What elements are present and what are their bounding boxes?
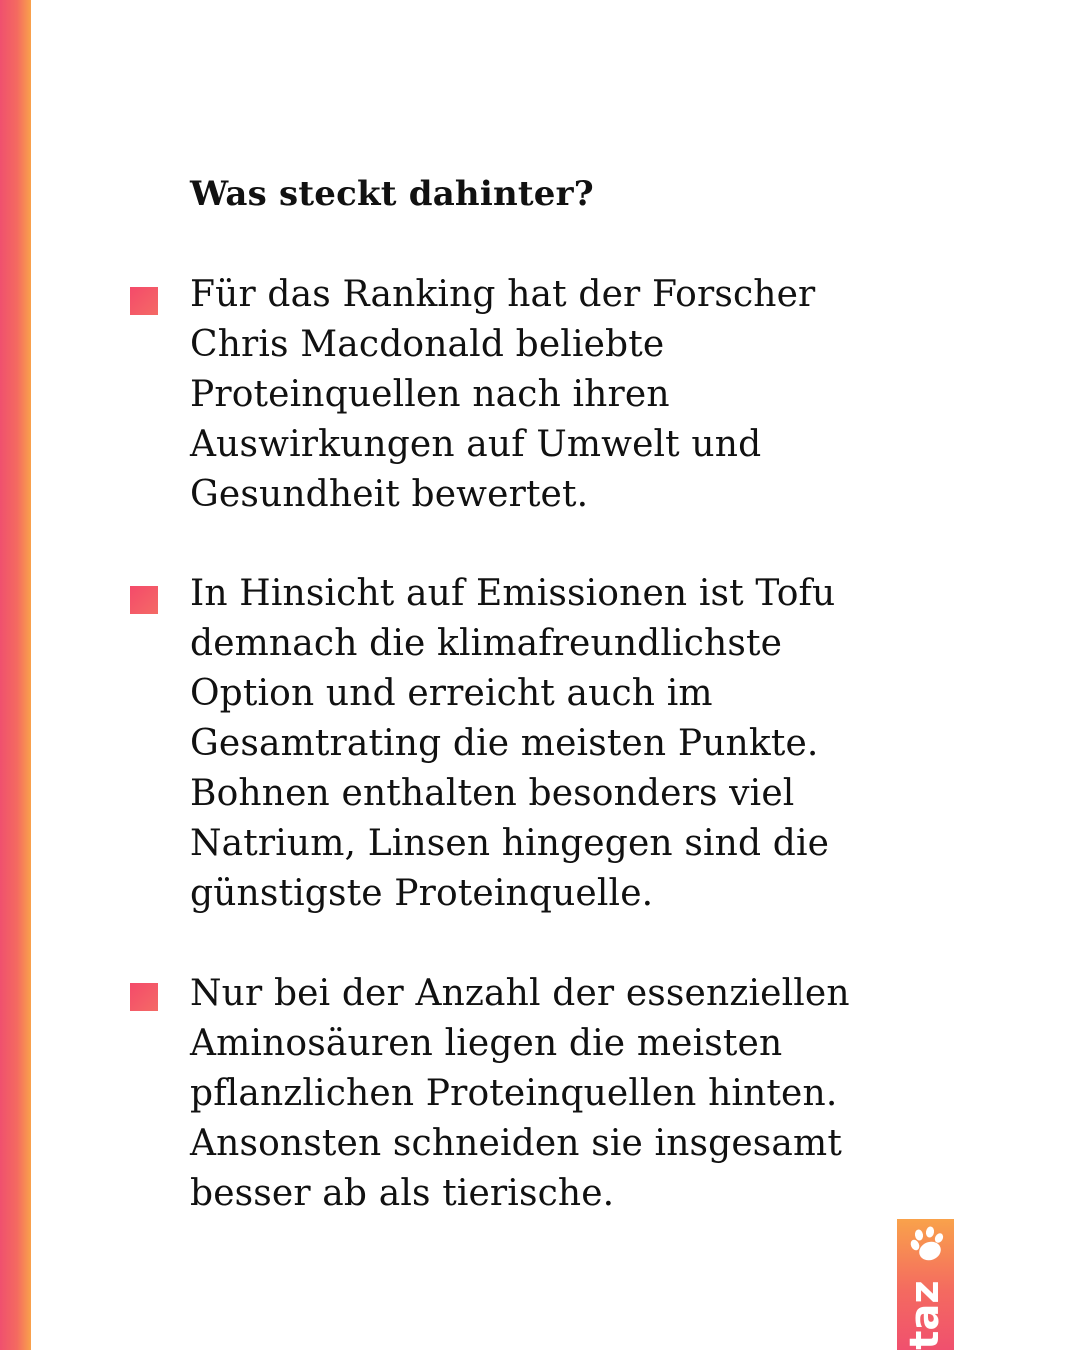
bullet-text: Für das Ranking hat der Forscher Chris Macdonald beliebte Proteinquellen nach ihren Auswirkungen auf Umwelt und Gesundheit bewertet. <box>190 274 816 515</box>
bullet-marker <box>130 287 158 315</box>
section-heading: Was steckt dahinter? <box>190 174 594 214</box>
bullet-marker <box>130 586 158 614</box>
bullet-text: Nur bei der Anzahl der essenziellen Aminosäuren liegen die meisten pflanzlichen Proteinquellen hinten. Ansonsten schneiden sie insgesamt besser ab als tierische. <box>190 973 850 1214</box>
bullet-marker <box>130 983 158 1011</box>
paw-icon <box>905 1225 947 1267</box>
taz-logo <box>897 1219 954 1350</box>
bullet-text: In Hinsicht auf Emissionen ist Tofu demnach die klimafreundlichste Option und erreicht auch im Gesamtrating die meisten Punkte. Bohnen enthalten besonders viel Natrium, Linsen hingegen sind die günstigste Proteinquelle. <box>190 573 836 914</box>
taz-wordmark: taz <box>902 1280 948 1350</box>
